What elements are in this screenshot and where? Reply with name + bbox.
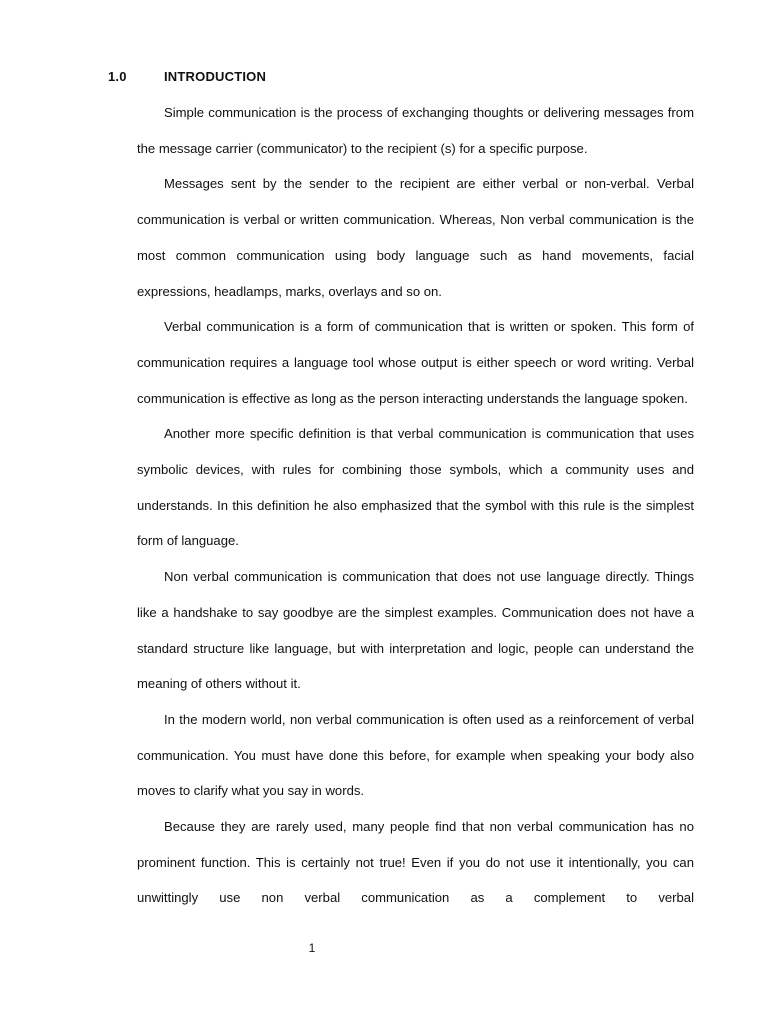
- section-title: INTRODUCTION: [164, 69, 267, 84]
- paragraph: Another more specific definition is that verbal communication is communication that uses symbolic devices, with rules for combining those symbols, which a community uses and understands. In this definition he also emphasized that the symbol with this rule is the simplest form of language.: [137, 426, 694, 549]
- page-number: 1: [308, 941, 316, 955]
- section-number: 1.0: [108, 69, 127, 84]
- paragraph: Simple communication is the process of exchanging thoughts or delivering messages from the message carrier (communicator) to the recipient (s) for a specific purpose.: [137, 105, 694, 156]
- body-text: [137, 95, 694, 916]
- paragraph: In the modern world, non verbal communication is often used as a reinforcement of verbal communication. You must have done this before, for example when speaking your body also moves to clarify what you say in words.: [137, 711, 694, 799]
- paragraph: Non verbal communication is communication that does not use language directly. Things like a handshake to say goodbye are the simplest examples. Communication does not have a standard structure like language, but with interpretation and logic, people can understand the meaning of others without it.: [137, 569, 694, 692]
- section-heading: [108, 69, 266, 84]
- paragraph: Messages sent by the sender to the recipient are either verbal or non-verbal. Verbal communication is verbal or written communication. Whereas, Non verbal communication is the most common communication using body language such as hand movements, facial expressions, headlamps, marks, overlays and so on.: [137, 176, 694, 299]
- paragraph: Because they are rarely used, many people find that non verbal communication has no prominent function. This is certainly not true! Even if you do not use it intentionally, you can unwittingly use non verbal communication as a complement to verbal: [137, 819, 694, 906]
- paragraph: Verbal communication is a form of communication that is written or spoken. This form of communication requires a language tool whose output is either speech or word writing. Verbal communication is effective as long as the person interacting understands the language spoken.: [137, 319, 694, 406]
